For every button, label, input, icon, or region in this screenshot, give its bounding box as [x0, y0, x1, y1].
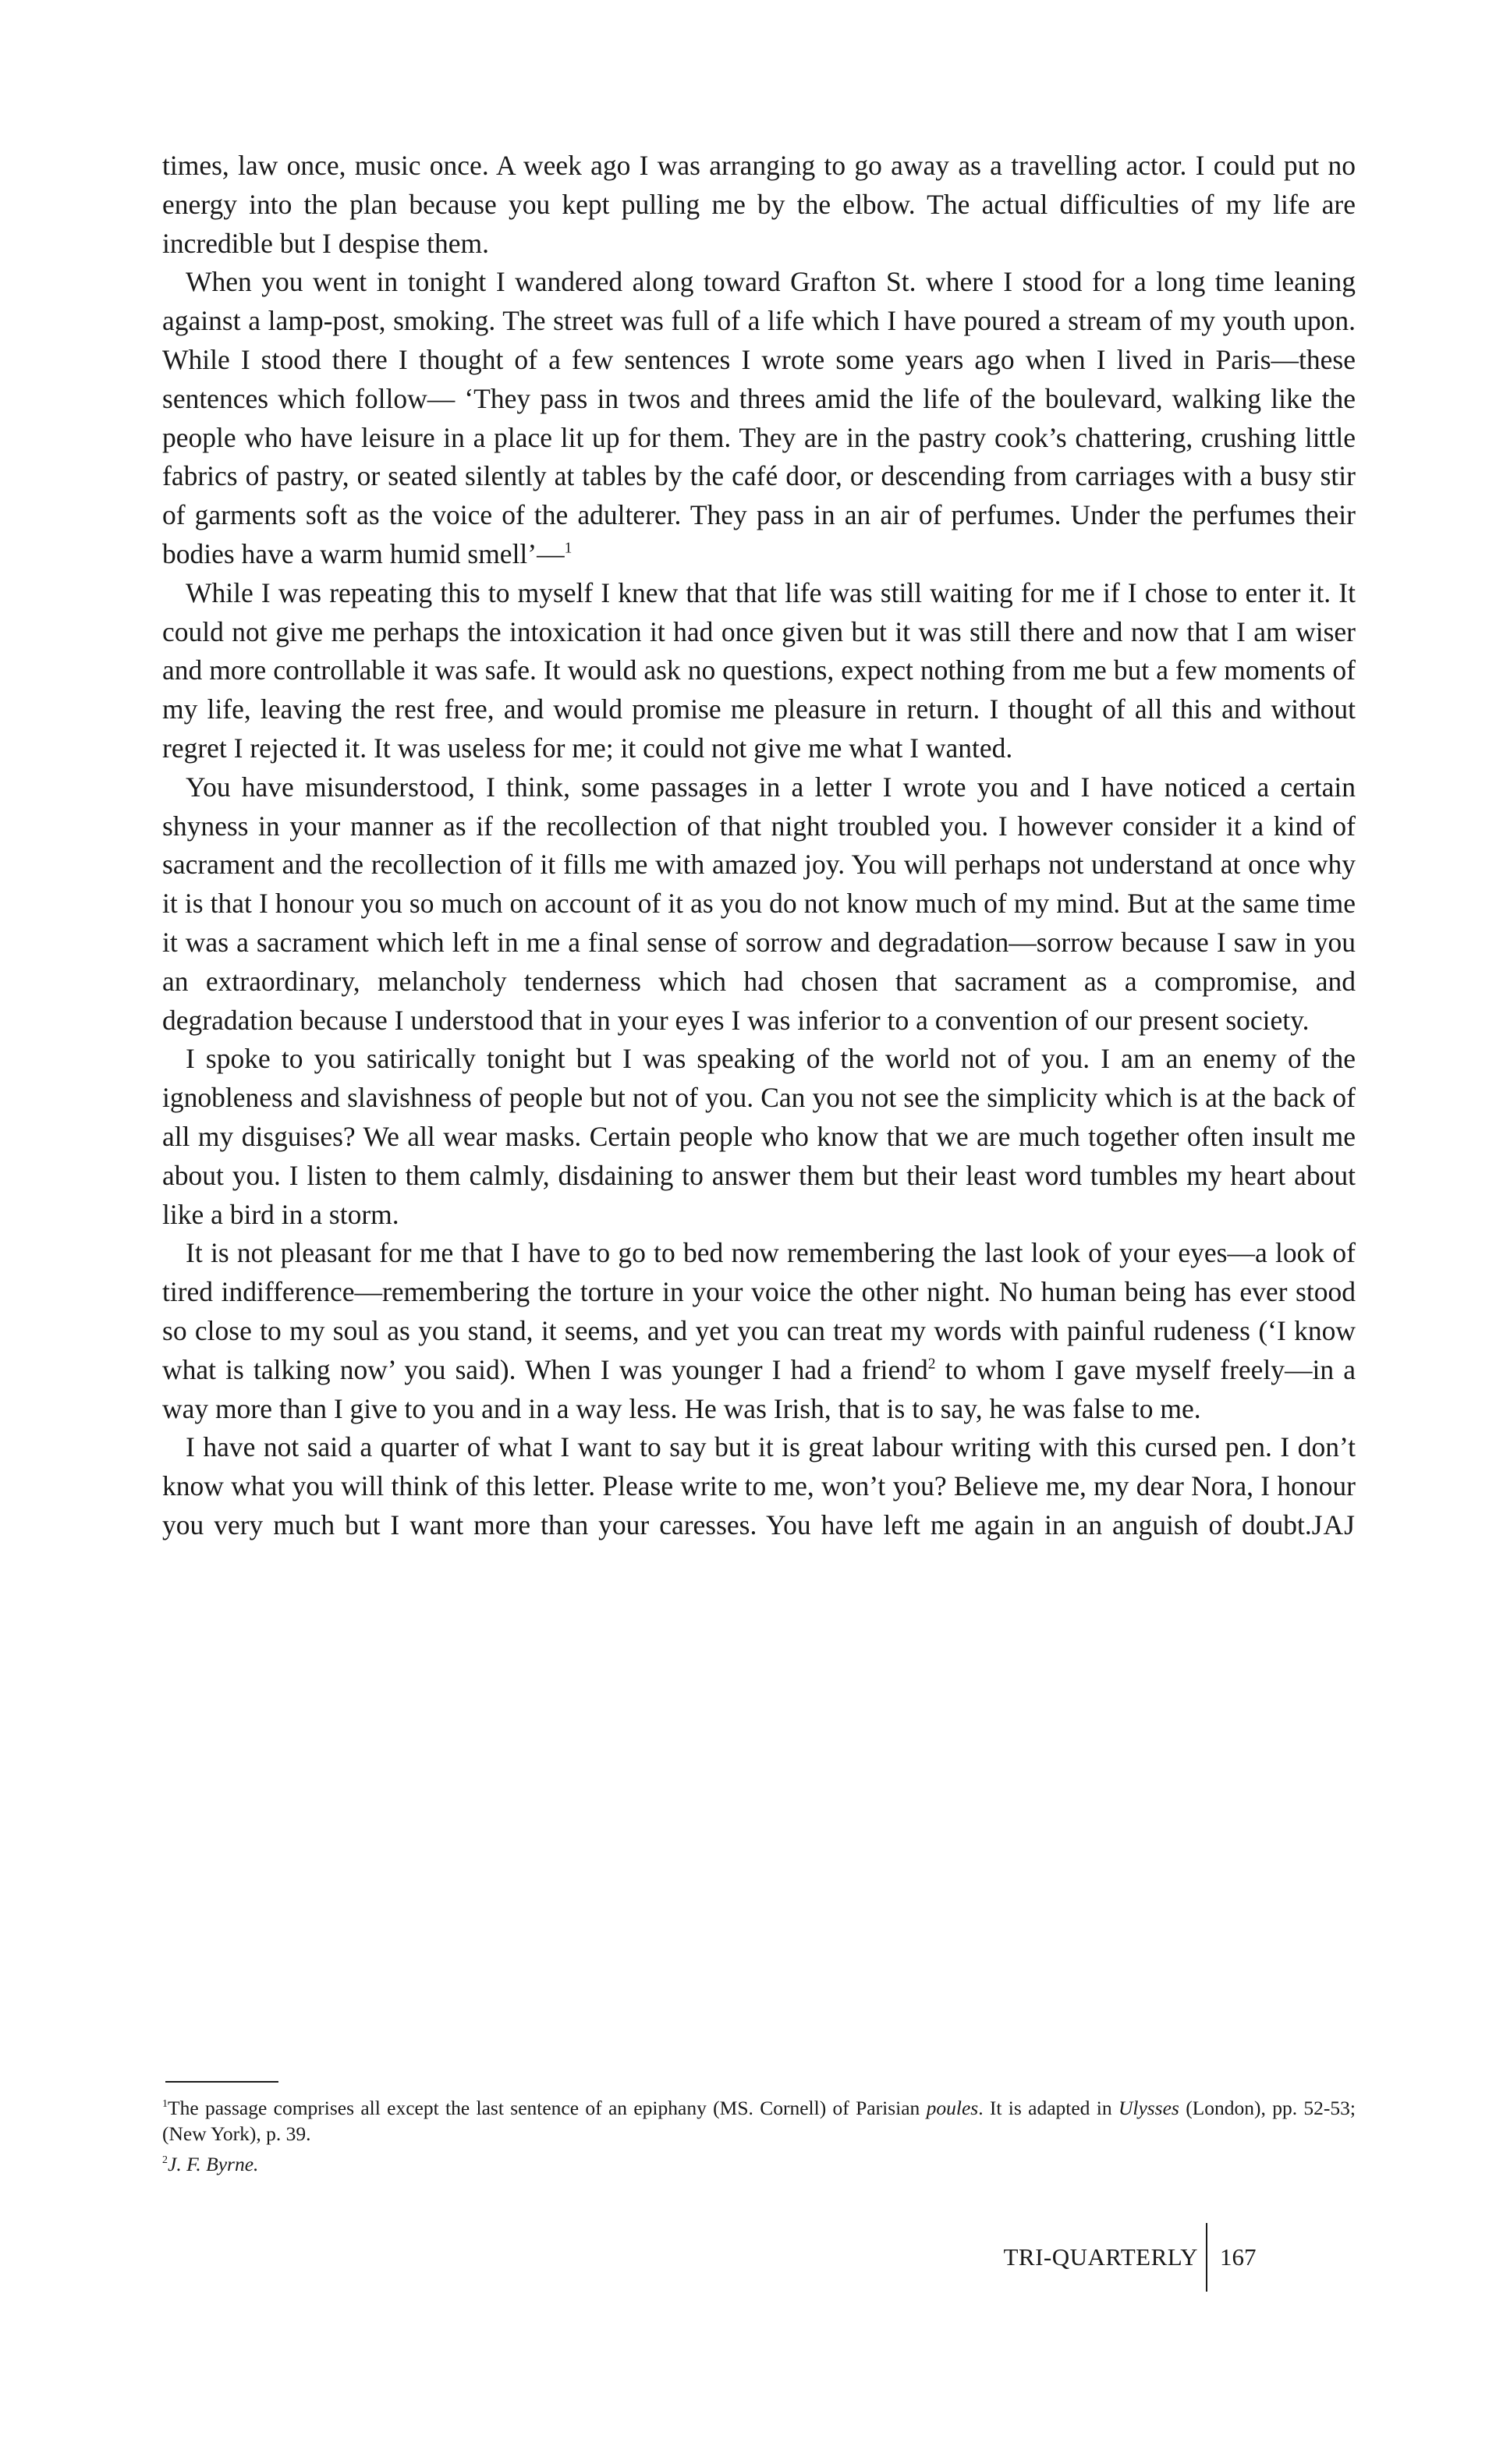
paragraph-5-text: I spoke to you satirically tonight but I was speaking of the world not of you. I am an enemy of the ignobleness and slavishness of people but not of you. Can you not see the simplicity which is at the back of all my disguises? We all wear masks. Certain people who know that we are much together often insult me about you. I listen to them calmly, disdaining to answer them but their least word tumbles my heart about like a bird in a storm.	[162, 1043, 1356, 1230]
journal-name: TRI-QUARTERLY	[1003, 2243, 1198, 2271]
footnote-2	[162, 2151, 1356, 2177]
running-footer	[1003, 2223, 1318, 2292]
footnote-2-mark: 2	[162, 2154, 168, 2167]
paragraph-5	[162, 1040, 1356, 1234]
footnote-divider	[165, 2081, 278, 2083]
footnote-2-text: J. F. Byrne.	[168, 2153, 259, 2175]
footnote-1	[162, 2095, 1356, 2147]
paragraph-6-text-b: to whom I gave myself freely—in a way more than I give to you and in a way less. He was Irish, that is to say, he was false to me.	[162, 1353, 1356, 1424]
page-number: 167	[1220, 2243, 1257, 2271]
footnote-mark-2: 2	[927, 1356, 936, 1373]
paragraph-4	[162, 768, 1356, 1041]
footnote-1-text-a: The passage comprises all except the last sentence of an epiphany (MS. Cornell) of Parisian	[168, 2097, 927, 2119]
footnote-1-italic-ulysses: Ulysses	[1118, 2097, 1179, 2119]
paragraph-4-text: You have misunderstood, I think, some passages in a letter I wrote you and I have noticed a certain shyness in your manner as if the recollection of that night troubled you. I however consider it a kind of sacrament and the recollection of it fills me with amazed joy. You will perhaps not understand at once why it is that I honour you so much on account of it as you do not know much of my mind. But at the same time it was a sacrament which left in me a final sense of sorrow and degradation—sorrow because I saw in you an extraordinary, melancholy tenderness which had chosen that sacrament as a compromise, and degradation because I understood that in your eyes I was inferior to a convention of our present society.	[162, 771, 1356, 1036]
paragraph-1-text: times, law once, music once. A week ago I was arranging to go away as a travelling actor. I could put no energy into the plan because you kept pulling me by the elbow. The actual difficulties of my life are incredible but I despise them.	[162, 150, 1356, 259]
paragraph-3-text: While I was repeating this to myself I knew that that life was still waiting for me if I chose to enter it. It could not give me perhaps the intoxication it had once given but it was still there and now that I am wiser and more controllable it was safe. It would ask no questions, expect nothing from me but a few moments of my life, leaving the rest free, and would promise me pleasure in return. I thought of all this and without regret I rejected it. It was useless for me; it could not give me what I wanted.	[162, 576, 1356, 764]
paragraph-2	[162, 263, 1356, 573]
paragraph-7	[162, 1428, 1356, 1583]
footnote-1-text-b: . It is adapted in	[978, 2097, 1118, 2119]
paragraph-2-text: When you went in tonight I wandered along toward Grafton St. where I stood for a long time leaning against a lamp-post, smoking. The street was full of a life which I have poured a stream of my youth upon. While I stood there I thought of a few sentences I wrote some years ago when I lived in Paris—these sentences which follow— ‘They pass in twos and threes amid the life of the boulevard, walking like the people who have leisure in a place lit up for them. They are in the pastry cook’s chattering, crushing little fabrics of pastry, or seated silently at tables by the café door, or descending from carriages with a busy stir of garments soft as the voice of the adulterer. They pass in an air of perfumes. Under the perfumes their bodies have a warm humid smell’—	[162, 266, 1356, 569]
letter-body	[162, 147, 1356, 1583]
footnote-1-text-c: (London), pp. 52-53; (New York), p. 39.	[162, 2097, 1356, 2145]
paragraph-1	[162, 147, 1356, 263]
paragraph-6	[162, 1234, 1356, 1428]
paragraph-3	[162, 574, 1356, 768]
paragraph-6-text-a: It is not pleasant for me that I have to go to bed now remembering the last look of your eyes—a look of tired indifference—remembering the torture in your voice the other night. No human being has ever stood so close to my soul as you stand, it seems, and yet you can treat my words with painful rudeness (‘I know what is talking now’ you said). When I was younger I had a friend	[162, 1237, 1356, 1385]
footnote-mark-1: 1	[564, 540, 573, 557]
signature: JAJ	[1311, 1509, 1356, 1540]
folio-divider	[1206, 2223, 1207, 2292]
footnote-1-mark: 1	[162, 2098, 168, 2111]
footnote-1-italic-poules: poules	[926, 2097, 979, 2119]
paragraph-7-text: I have not said a quarter of what I want to say but it is great labour writing with this cursed pen. I don’t know what you will think of this letter. Please write to me, won’t you? Believe me, my dear Nora, I honour you very much but I want more than your caresses. You have left me again in an anguish of doubt.	[162, 1431, 1356, 1540]
footnotes	[162, 2095, 1356, 2177]
